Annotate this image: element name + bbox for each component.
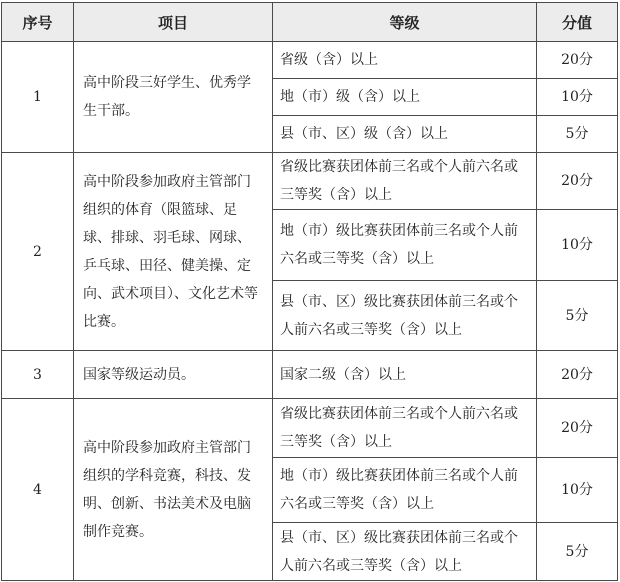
row-number: 4	[2, 399, 74, 581]
table-row	[2, 42, 618, 79]
row-number: 2	[2, 153, 74, 351]
level-cell: 地（市）级比赛获团体前三名或个人前六名或三等奖（含）以上	[273, 210, 537, 281]
score-cell: 20分	[537, 153, 618, 210]
row-number: 3	[2, 351, 74, 399]
item-cell: 国家等级运动员。	[74, 351, 273, 399]
level-cell: 省级比赛获团体前三名或个人前六名或三等奖（含）以上	[273, 153, 537, 210]
score-cell: 10分	[537, 79, 618, 116]
row-number: 1	[2, 42, 74, 153]
score-cell: 5分	[537, 523, 618, 581]
level-cell: 国家二级（含）以上	[273, 351, 537, 399]
item-cell: 高中阶段三好学生、优秀学生干部。	[74, 42, 273, 153]
table-row	[2, 399, 618, 458]
header-no: 序号	[2, 3, 74, 42]
level-cell: 省级（含）以上	[273, 42, 537, 79]
score-cell: 5分	[537, 281, 618, 351]
item-cell: 高中阶段参加政府主管部门组织的体育（限篮球、足球、排球、羽毛球、网球、乒乓球、田径、健美操、定向、武术项目）、文化艺术等比赛。	[74, 153, 273, 351]
header-row	[2, 3, 618, 42]
score-cell: 20分	[537, 42, 618, 79]
header-score: 分值	[537, 3, 618, 42]
item-cell: 高中阶段参加政府主管部门组织的学科竞赛，科技、发明、创新、书法美术及电脑制作竞赛。	[74, 399, 273, 581]
table-row	[2, 351, 618, 399]
table-row	[2, 153, 618, 210]
score-cell: 10分	[537, 210, 618, 281]
level-cell: 县（市、区）级比赛获团体前三名或个人前六名或三等奖（含）以上	[273, 281, 537, 351]
score-table	[1, 2, 618, 581]
score-cell: 20分	[537, 399, 618, 458]
level-cell: 地（市）级比赛获团体前三名或个人前六名或三等奖（含）以上	[273, 458, 537, 523]
header-level: 等级	[273, 3, 537, 42]
level-cell: 地（市）级（含）以上	[273, 79, 537, 116]
level-cell: 县（市、区）级（含）以上	[273, 116, 537, 153]
level-cell: 省级比赛获团体前三名或个人前六名或三等奖（含）以上	[273, 399, 537, 458]
score-cell: 20分	[537, 351, 618, 399]
level-cell: 县（市、区）级比赛获团体前三名或个人前六名或三等奖（含）以上	[273, 523, 537, 581]
score-cell: 5分	[537, 116, 618, 153]
score-cell: 10分	[537, 458, 618, 523]
header-item: 项目	[74, 3, 273, 42]
